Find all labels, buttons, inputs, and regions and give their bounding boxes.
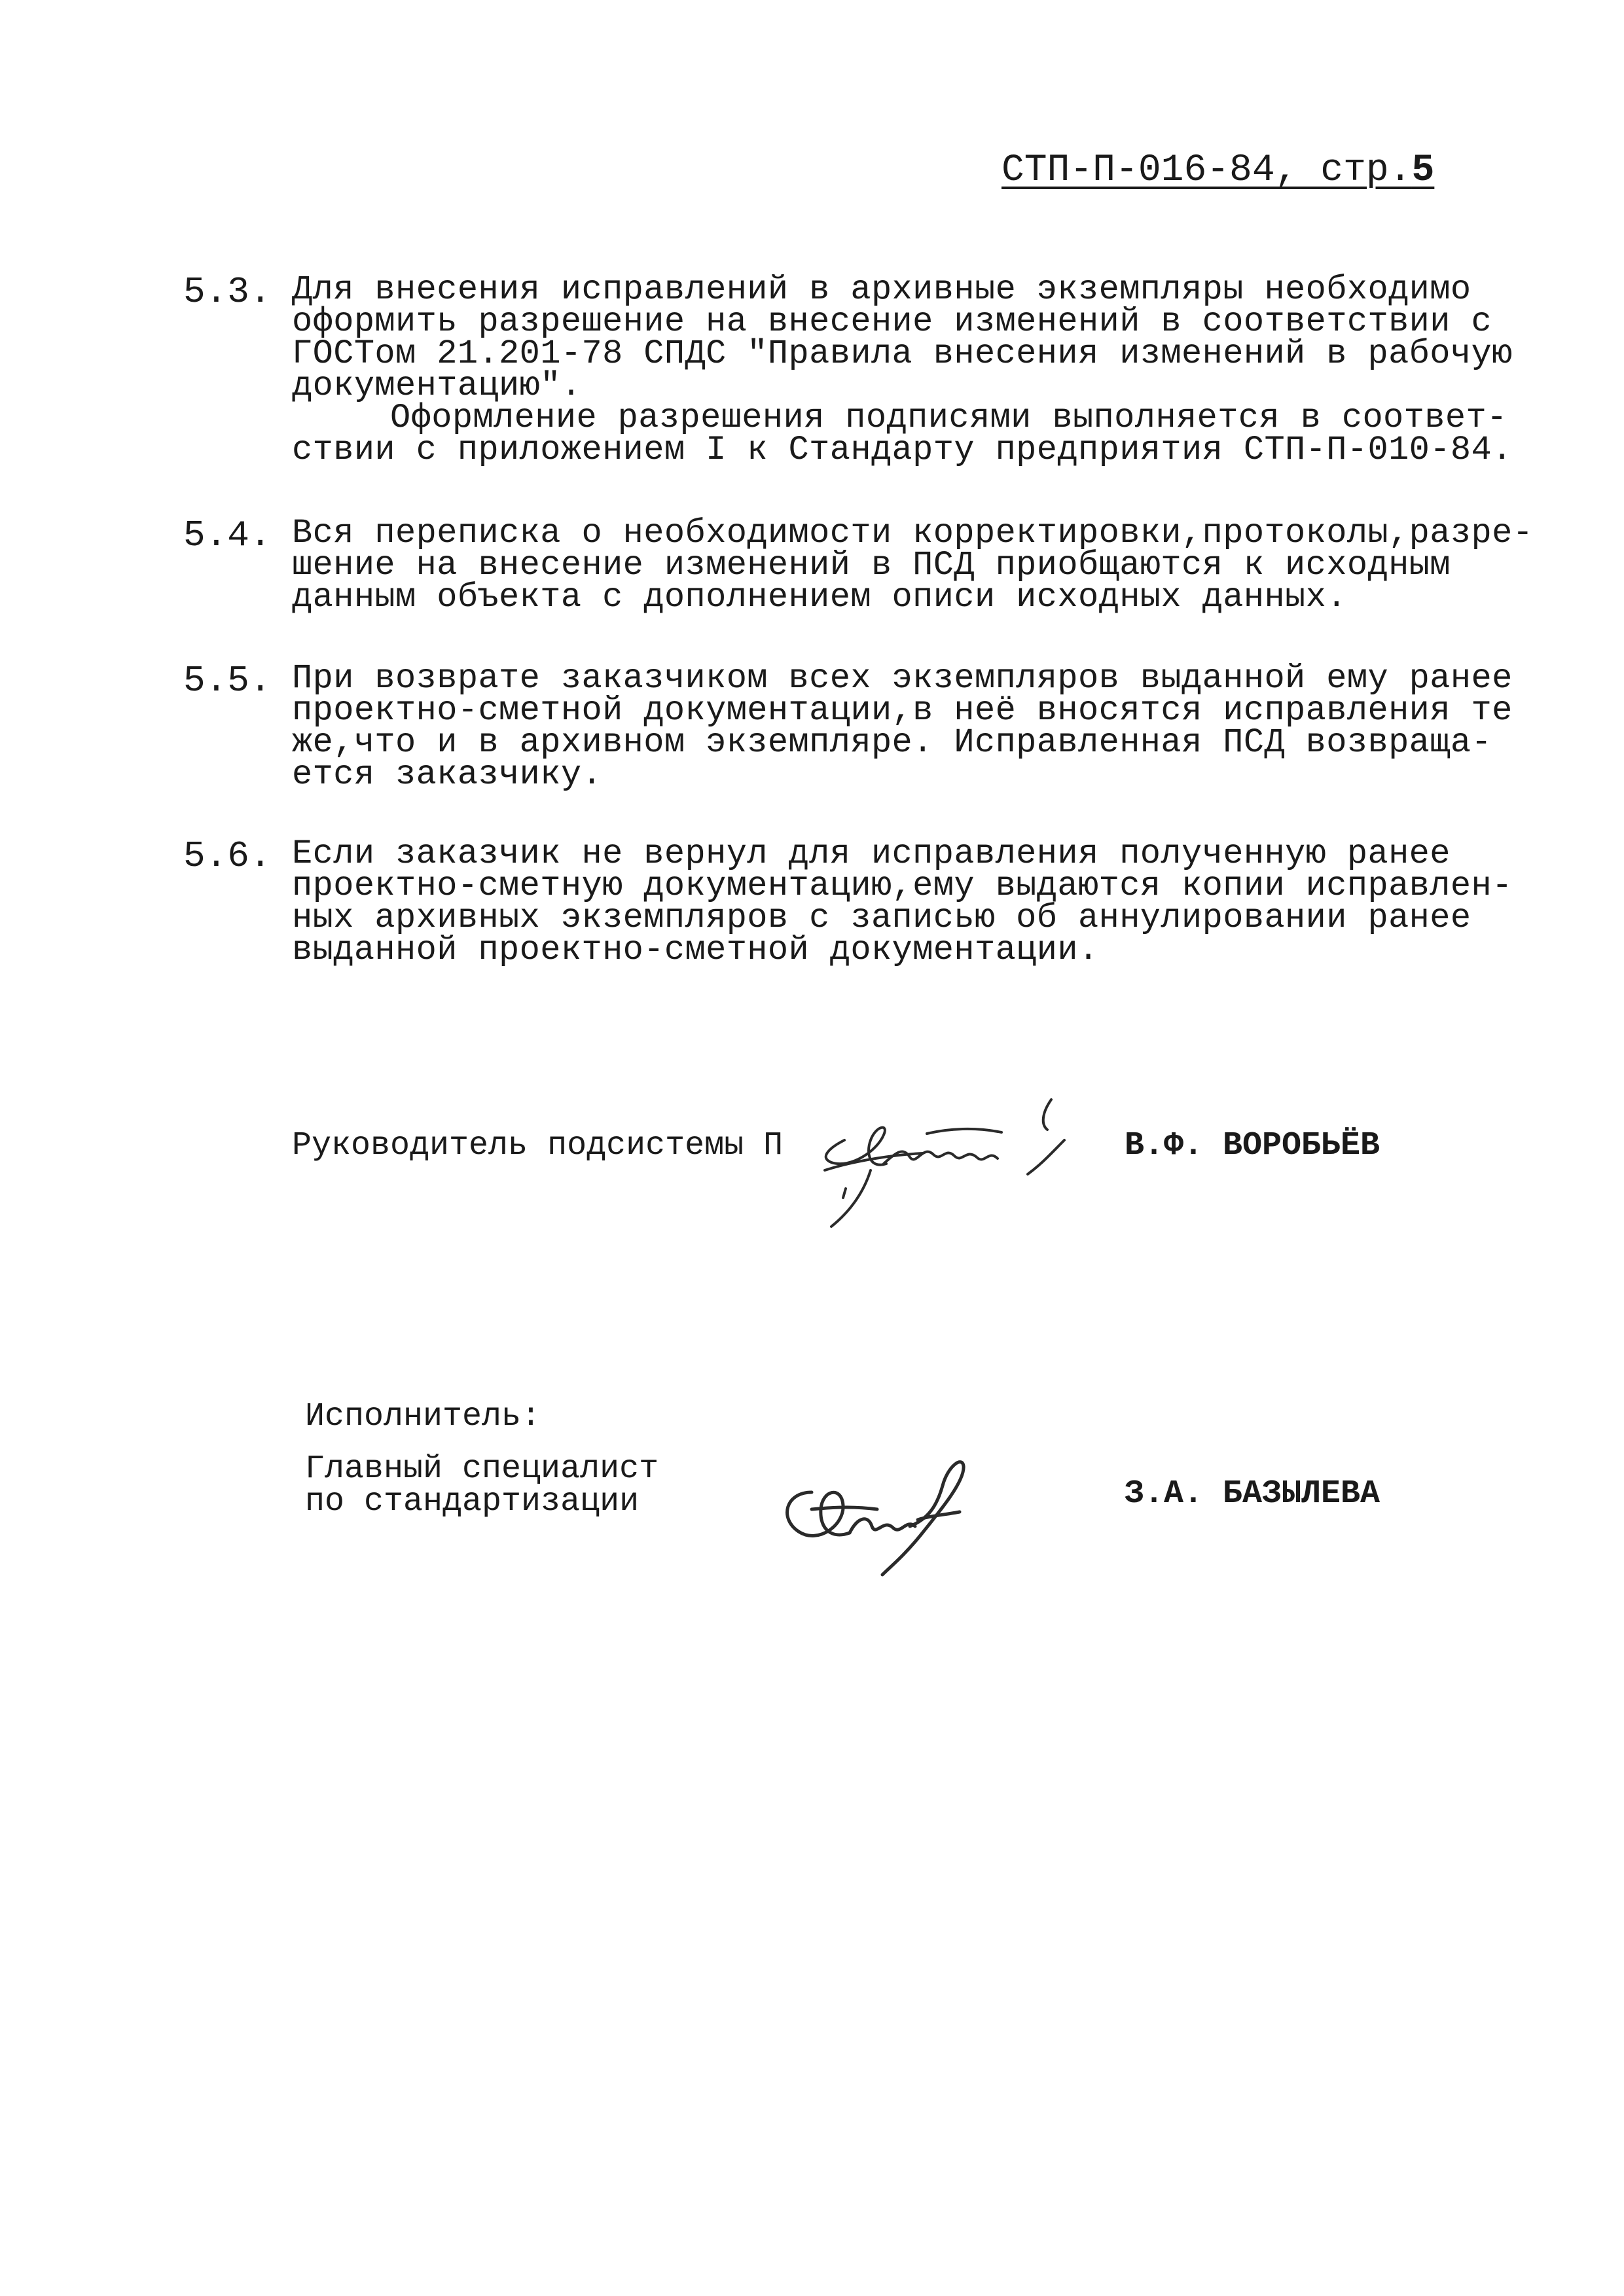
- handwritten-signature-executor: [766, 1446, 1001, 1584]
- head-name: В.Ф. ВОРОБЬЁВ: [1125, 1127, 1380, 1164]
- text-line: ется заказчику.: [292, 755, 603, 794]
- section-number: 5.3.: [183, 271, 272, 313]
- document-code: СТП-П-016-84, стр.: [1001, 149, 1412, 192]
- executor-position-line-2: по стандартизации: [305, 1483, 640, 1520]
- section-number: 5.5.: [183, 660, 272, 702]
- head-title: Руководитель подсистемы П: [292, 1127, 784, 1164]
- section-text: [292, 659, 1513, 794]
- text-line: проектно-сметную документацию,ему выдаются копии исправлен-: [292, 867, 1513, 905]
- section-text: [292, 834, 1513, 969]
- executor-name: З.А. БАЗЫЛЕВА: [1125, 1475, 1380, 1513]
- text-line: же,что и в архивном экземпляре. Исправленная ПСД возвраща-: [292, 723, 1492, 762]
- section-text: [292, 514, 1534, 617]
- text-line: оформить разрешение на внесение изменений в соответствии с: [292, 302, 1492, 341]
- page-header: [1001, 149, 1435, 192]
- text-line: ствии с приложением I к Стандарту предприятия СТП-П-010-84.: [292, 431, 1513, 469]
- section-number: 5.6.: [183, 835, 272, 877]
- page-number: 5: [1411, 149, 1435, 192]
- text-line: ГОСТом 21.201-78 СПДС "Правила внесения изменений в рабочую: [292, 334, 1513, 373]
- text-line: При возврате заказчиком всех экземпляров выданной ему ранее: [292, 659, 1513, 698]
- text-line: Вся переписка о необходимости корректировки,протоколы,разре-: [292, 514, 1534, 552]
- section-number: 5.4.: [183, 514, 272, 556]
- text-line: шение на внесение изменений в ПСД приобщаются к исходным: [292, 546, 1451, 584]
- text-line: выданной проектно-сметной документации.: [292, 931, 1099, 969]
- text-line: ных архивных экземпляров с записью об аннулировании ранее: [292, 899, 1471, 937]
- text-line: проектно-сметной документации,в неё вносятся исправления те: [292, 691, 1513, 730]
- text-line: документацию".: [292, 367, 582, 405]
- text-line: Для внесения исправлений в архивные экземпляры необходимо: [292, 270, 1471, 309]
- executor-label: Исполнитель:: [305, 1398, 541, 1435]
- text-line: Оформление разрешения подписями выполняется в соответ-: [390, 399, 1507, 437]
- handwritten-signature-head: [805, 1086, 1106, 1237]
- text-line: данным объекта с дополнением описи исходных данных.: [292, 578, 1347, 617]
- executor-position-line-1: Главный специалист: [305, 1450, 659, 1488]
- text-line: Если заказчик не вернул для исправления полученную ранее: [292, 834, 1451, 873]
- section-text: [292, 270, 1513, 469]
